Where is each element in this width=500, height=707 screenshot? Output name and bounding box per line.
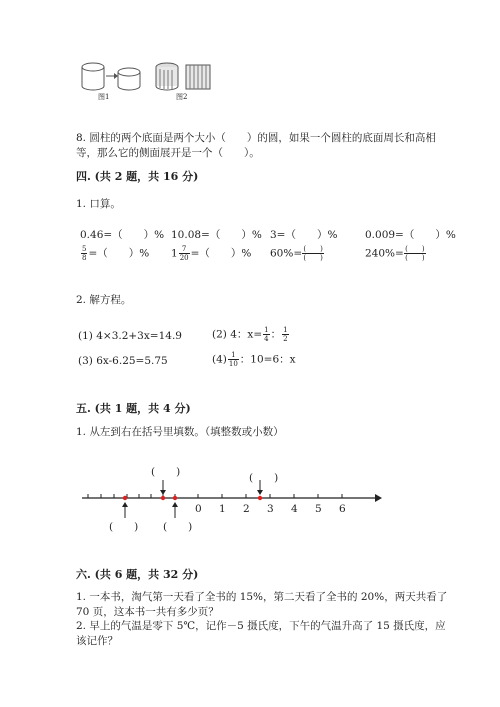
red-point-3 bbox=[173, 496, 177, 500]
section6-q2-line1: 2. 早上的气温是零下 5℃，记作－5 摄氏度，下午的气温升高了 15 摄氏度，应 bbox=[76, 620, 446, 632]
red-point-1 bbox=[123, 496, 127, 500]
section6-title: 六. (共 6 题，共 32 分) bbox=[76, 568, 199, 581]
section6-q1-line1: 1. 一本书，淘气第一天看了全书的 15%，第二天看了全书的 20%，两天共看了 bbox=[76, 591, 448, 603]
blank-below-1: ( ) bbox=[109, 521, 139, 533]
calc-2a: $\frac{5}{8}$ =（ ）% bbox=[82, 245, 150, 262]
tick-label-4: 4 bbox=[291, 503, 298, 515]
blank-above-1: ( ) bbox=[151, 466, 181, 478]
figure-1-caption: 图1 bbox=[98, 93, 110, 101]
tick-label-1: 1 bbox=[219, 503, 226, 515]
section5-q1-text: 1. 从左到右在括号里填数。（填整数或小数） bbox=[76, 426, 284, 438]
tick-label-5: 5 bbox=[315, 503, 322, 515]
tick-label-2: 2 bbox=[243, 503, 250, 515]
equation-4: (4) $\frac{1}{10}$ ：10=6：x bbox=[212, 351, 296, 368]
calc-1d: 0.009=（ ）% bbox=[365, 229, 456, 241]
section4-q1-label: 1. 口算。 bbox=[76, 198, 121, 210]
q8-line2: 等，那么它的侧面展开是一个（ ）。 bbox=[76, 147, 260, 159]
section4-q2-label: 2. 解方程。 bbox=[76, 294, 132, 306]
calc-2c: 60%= $\frac{( )}{( )}$ bbox=[270, 245, 323, 262]
calc-1a: 0.46=（ ）% bbox=[80, 229, 165, 241]
equation-1: (1) 4×3.2+3x=14.9 bbox=[78, 330, 182, 342]
figure-1-cylinders bbox=[76, 58, 146, 106]
calc-1c: 3=（ ）% bbox=[270, 229, 338, 241]
section6-q2-line2: 该记作？ bbox=[76, 635, 118, 647]
blank-below-2: ( ) bbox=[163, 521, 193, 533]
tick-label-6: 6 bbox=[339, 503, 346, 515]
calc-2d: 240%= $\frac{( )}{( )}$ bbox=[365, 245, 425, 262]
red-point-4 bbox=[258, 496, 262, 500]
equation-3: (3) 6x-6.25=5.75 bbox=[78, 355, 168, 367]
q8-line1: 8. 圆柱的两个底面是两个大小（ ）的圆，如果一个圆柱的底面周长和高相 bbox=[76, 132, 436, 144]
figure-2-caption: 图2 bbox=[176, 93, 188, 101]
section6-q1-line2: 70 页，这本书一共有多少页？ bbox=[76, 606, 219, 618]
equation-2: (2) 4：x= $\frac{1}{4}$ ： $\frac{1}{2}$ bbox=[212, 326, 288, 343]
red-point-2 bbox=[161, 496, 165, 500]
calc-1b: 10.08=（ ）% bbox=[171, 229, 262, 241]
section4-title: 四. (共 2 题，共 16 分) bbox=[76, 170, 199, 183]
calc-2b: 1 $\frac{7}{20}$ =（ ）% bbox=[171, 245, 252, 262]
blank-above-2: ( ) bbox=[249, 472, 279, 484]
tick-label-3: 3 bbox=[267, 503, 274, 515]
section5-title: 五. (共 1 题，共 4 分) bbox=[76, 402, 191, 415]
tick-label-0: 0 bbox=[195, 503, 202, 515]
